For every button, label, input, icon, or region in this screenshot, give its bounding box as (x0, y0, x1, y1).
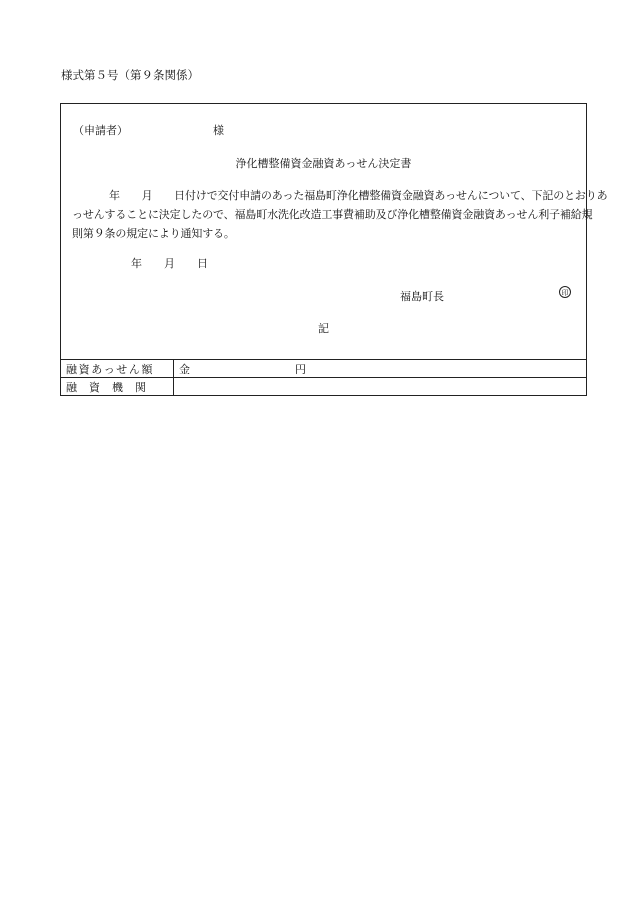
body-year: 年 (109, 189, 120, 202)
body-text (72, 186, 608, 243)
loan-amount-label: 融資あっせん額 (61, 360, 174, 378)
seal-mark-icon: 印 (559, 286, 571, 298)
date-year: 年 (131, 257, 142, 270)
loan-amount-value (174, 360, 587, 378)
applicant-line (73, 122, 224, 138)
date-day: 日 (197, 257, 208, 270)
table-row (61, 360, 587, 378)
loan-institution-label: 融資機関 (61, 378, 174, 396)
body-line-3: 則第９条の規定により通知する。 (72, 227, 235, 240)
body-line-1-text: 日付けで交付申請のあった福島町浄化槽整備資金融資あっせんについて、下記のとおりあ (174, 189, 608, 202)
applicant-honorific: 様 (213, 124, 224, 137)
amount-unit: 円 (295, 362, 306, 376)
amount-prefix: 金 (179, 362, 190, 376)
date-month: 月 (164, 257, 175, 270)
mayor-label: 福島町長 (400, 290, 444, 303)
date-line (131, 255, 208, 271)
document-title: 浄化槽整備資金融資あっせん決定書 (235, 157, 412, 170)
body-month: 月 (141, 189, 153, 202)
loan-table (60, 359, 587, 396)
body-line-2: っせんすることに決定したので、福島町水洗化改造工事費補助及び浄化槽整備資金融資あっせん利子補給規 (72, 208, 593, 221)
document-frame (60, 103, 608, 396)
loan-institution-value (174, 378, 587, 396)
ki-label: 記 (318, 322, 329, 335)
body-line-1 (72, 186, 608, 205)
form-number: 様式第５号（第９条関係） (61, 68, 199, 82)
applicant-label: （申請者） (73, 124, 128, 137)
table-row (61, 378, 587, 396)
